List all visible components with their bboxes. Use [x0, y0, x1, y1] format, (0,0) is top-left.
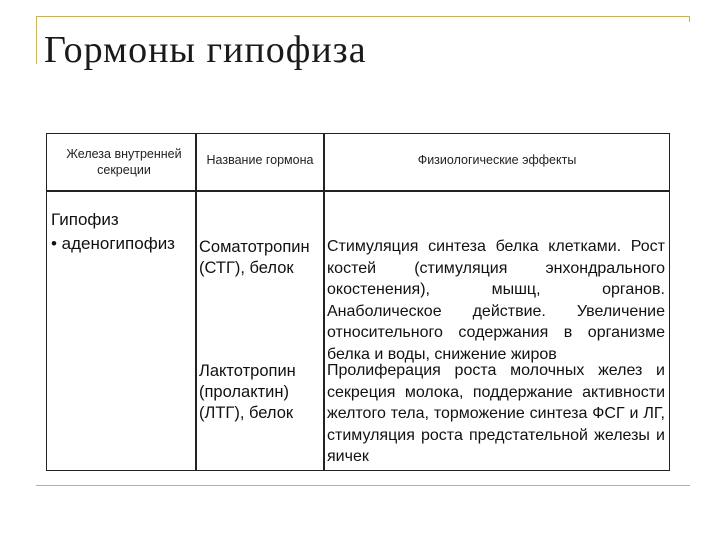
header-effects: Физиологические эффекты: [417, 153, 577, 167]
hormone-effects: Пролиферация роста молочных желез и секреция молока, поддержание активности желтого тела, торможение синтеза ФСГ и ЛГ, стимуляция роста предстательной железы и яичек: [327, 362, 665, 465]
hormone-name: Лактотропин (пролактин) (ЛТГ), белок: [199, 362, 296, 422]
gland-name: Гипофиз: [51, 210, 119, 229]
column-divider: [195, 134, 197, 470]
gland-subpart: • аденогипофиз: [51, 234, 175, 253]
hormone-table: [46, 133, 670, 471]
hormone-name: Соматотропин (СТГ), белок: [199, 238, 310, 277]
header-divider: [47, 190, 669, 192]
slide-title: Гормоны гипофиза: [44, 29, 367, 71]
header-gland: Железа внутренней секреции: [66, 147, 182, 177]
header-hormone: Название гормона: [206, 153, 314, 167]
left-decor-line: [36, 16, 37, 64]
column-divider: [323, 134, 325, 470]
bottom-decor-line: [36, 485, 690, 486]
hormone-effects: Стимуляция синтеза белка клетками. Рост костей (стимуляция энхондрального окостенения), мышц, органов. Анаболическое действие. Увеличение относительного содержания в организме белка и воды, снижение жиров: [327, 238, 665, 363]
top-right-decor-tick: [689, 16, 690, 22]
top-decor-line: [36, 16, 690, 17]
